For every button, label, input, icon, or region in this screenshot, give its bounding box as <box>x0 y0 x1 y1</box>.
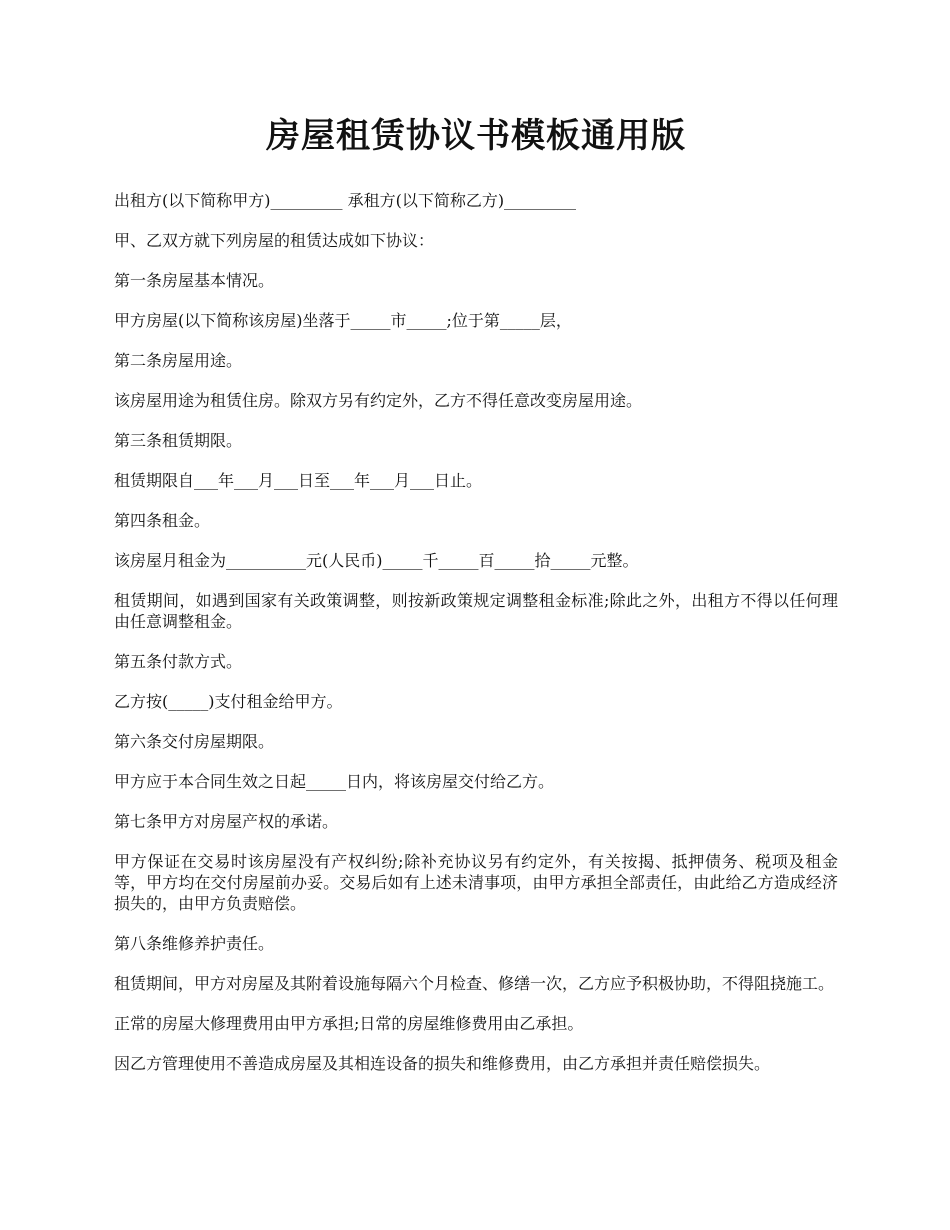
article-8-cost-allocation: 正常的房屋大修理费用由甲方承担;日常的房屋维修费用由乙承担。 <box>114 1014 584 1033</box>
article-1-heading: 第一条房屋基本情况。 <box>114 271 275 290</box>
article-3-body: 租赁期限自___年___月___日至___年___月___日止。 <box>114 471 483 490</box>
article-1-body: 甲方房屋(以下简称该房屋)坐落于_____市_____;位于第_____层， <box>114 311 572 330</box>
article-4-adjustment: 租赁期间，如遇到国家有关政策调整，则按新政策规定调整租金标准;除此之外，出租方不得以任何理由任意调整租金。 <box>114 591 838 631</box>
article-4-body: 该房屋月租金为__________元(人民币)_____千_____百_____拾_____元整。 <box>114 551 639 570</box>
article-5-body: 乙方按(_____)支付租金给甲方。 <box>114 692 343 711</box>
article-7-heading: 第七条甲方对房屋产权的承诺。 <box>114 812 339 831</box>
article-8-liability: 因乙方管理使用不善造成房屋及其相连设备的损失和维修费用，由乙方承担并责任赔偿损失。 <box>114 1054 771 1073</box>
parties-line: 出租方(以下简称甲方)_________ 承租方(以下简称乙方)_________ <box>114 191 577 210</box>
article-8-heading: 第八条维修养护责任。 <box>114 934 275 953</box>
article-8-inspection: 租赁期间，甲方对房屋及其附着设施每隔六个月检查、修缮一次，乙方应予积极协助，不得阻挠施工。 <box>114 974 835 993</box>
article-2-body: 该房屋用途为租赁住房。除双方另有约定外，乙方不得任意改变房屋用途。 <box>114 391 643 410</box>
article-6-heading: 第六条交付房屋期限。 <box>114 732 275 751</box>
article-7-body: 甲方保证在交易时该房屋没有产权纠纷;除补充协议另有约定外，有关按揭、抵押债务、税项及租金等，甲方均在交付房屋前办妥。交易后如有上述未清事项，由甲方承担全部责任，由此给乙方造成经济损失的，由甲方负责赔偿。 <box>114 852 838 913</box>
article-3-heading: 第三条租赁期限。 <box>114 431 243 450</box>
document-title: 房屋租赁协议书模板通用版 <box>266 116 686 156</box>
agreement-intro: 甲、乙双方就下列房屋的租赁达成如下协议： <box>114 231 435 250</box>
article-4-heading: 第四条租金。 <box>114 511 211 530</box>
article-5-heading: 第五条付款方式。 <box>114 652 243 671</box>
article-2-heading: 第二条房屋用途。 <box>114 351 243 370</box>
article-6-body: 甲方应于本合同生效之日起_____日内，将该房屋交付给乙方。 <box>114 772 555 791</box>
